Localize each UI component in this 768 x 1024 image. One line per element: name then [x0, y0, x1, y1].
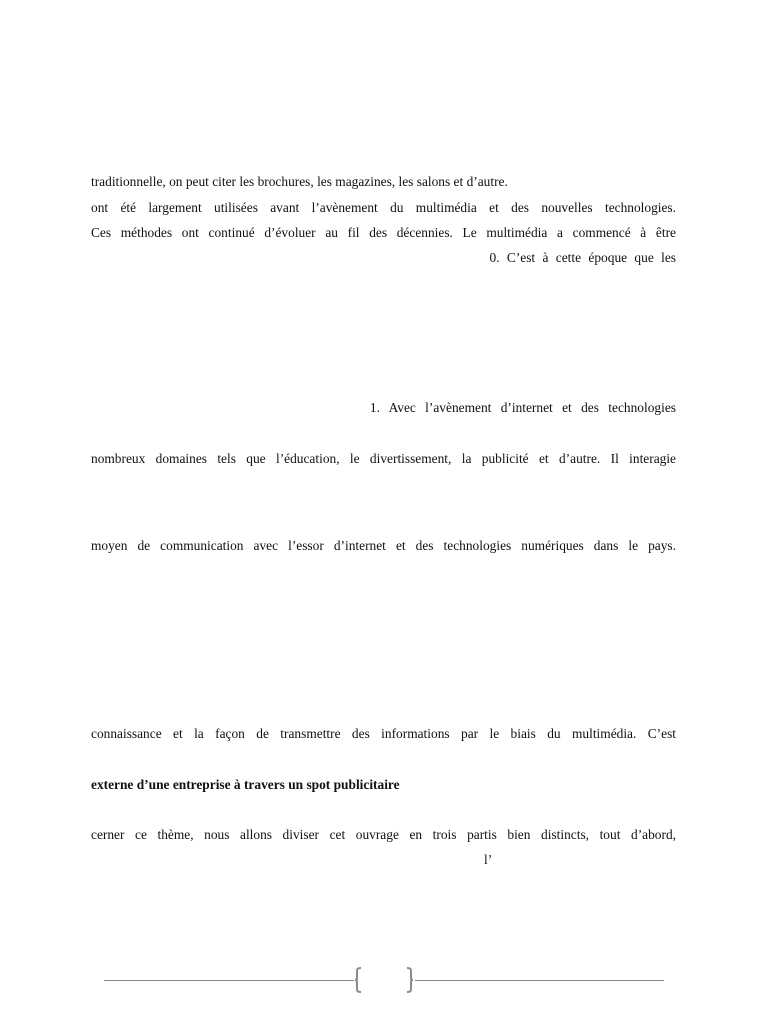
text-line-8: connaissance et la façon de transmettre des informations par le biais du multimédia. C’est [91, 726, 676, 741]
footer-rule-right [415, 980, 664, 981]
text-line-1: traditionnelle, on peut citer les brochures, les magazines, les salons et d’autre. [91, 174, 508, 189]
text-line-10: l’ [484, 852, 493, 867]
text-line-5: 1. Avec l’avènement d’internet et des technologies [369, 400, 676, 415]
footer-rule-left [104, 980, 354, 981]
text-line-2: ont été largement utilisées avant l’avènement du multimédia et des nouvelles technologies. [91, 200, 676, 215]
bold-heading-line: externe d’une entreprise à travers un spot publicitaire [91, 777, 400, 792]
text-line-6: nombreux domaines tels que l’éducation, le divertissement, la publicité et d’autre. Il interagie [91, 451, 676, 466]
text-line-7: moyen de communication avec l’essor d’internet et des technologies numériques dans le pays. [91, 538, 676, 553]
text-line-4: 0. C’est à cette époque que les [489, 250, 676, 265]
left-bracket-icon [354, 967, 362, 993]
text-line-9: cerner ce thème, nous allons diviser cet ouvrage en trois partis bien distincts, tout d’abord, [91, 827, 676, 842]
right-bracket-icon [406, 967, 414, 993]
text-line-3: Ces méthodes ont continué d’évoluer au fil des décennies. Le multimédia a commencé à être [91, 225, 676, 240]
